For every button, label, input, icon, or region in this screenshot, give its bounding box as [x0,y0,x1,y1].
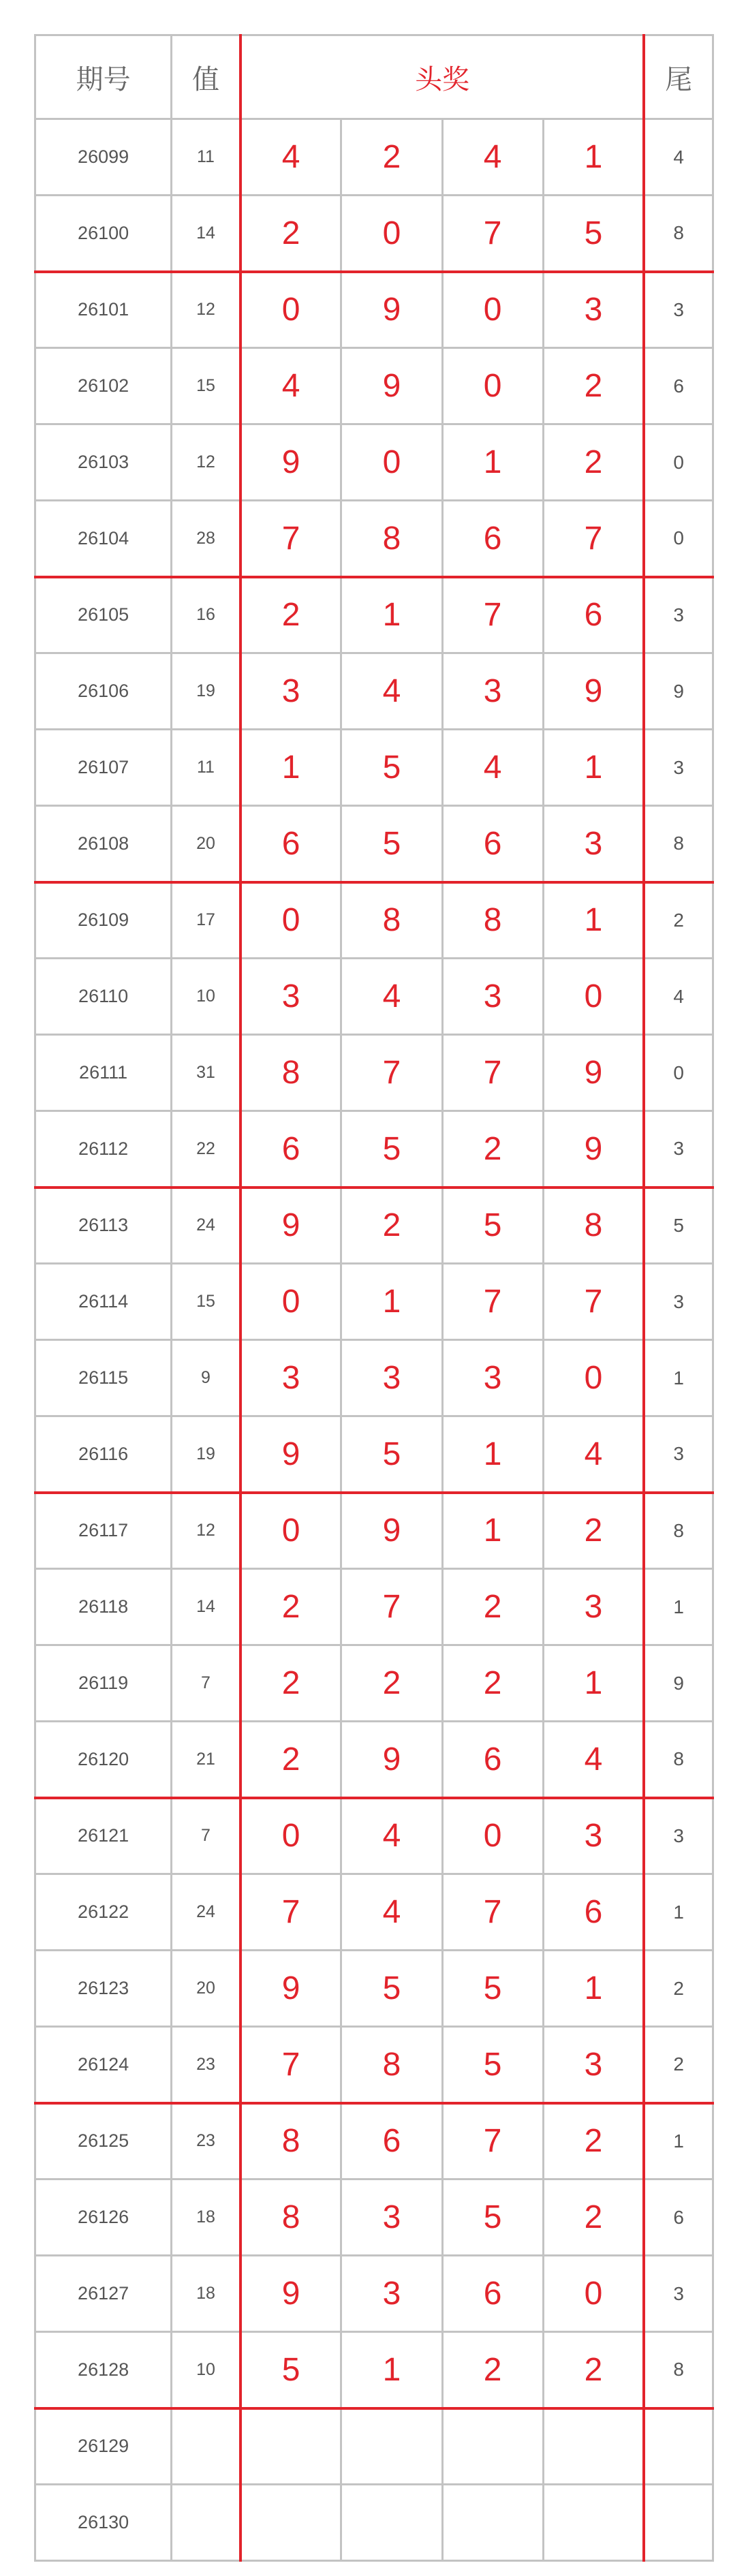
prize-digit-cell: 1 [543,1645,644,1722]
prize-digit-cell: 0 [341,196,442,272]
prize-digit-cell: 2 [442,1569,543,1645]
sum-value-cell [172,2485,240,2561]
period-cell: 26100 [35,196,172,272]
prize-digit-cell: 4 [341,1874,442,1951]
prize-digit-cell: 2 [543,2332,644,2408]
prize-digit-cell [442,2408,543,2485]
table-row [35,1569,713,1645]
table-row [35,1340,713,1416]
prize-digit-cell: 1 [543,1951,644,2027]
prize-digit-cell: 6 [442,501,543,577]
period-cell: 26103 [35,424,172,501]
tail-value-cell: 2 [644,1951,713,2027]
sum-column-header: 值 [172,35,240,119]
tail-value-cell: 8 [644,1722,713,1798]
period-cell: 26104 [35,501,172,577]
period-cell: 26120 [35,1722,172,1798]
sum-value-cell: 9 [172,1340,240,1416]
tail-value-cell: 3 [644,1416,713,1493]
sum-value-cell: 20 [172,1951,240,2027]
prize-digit-cell: 2 [240,1722,341,1798]
sum-value-cell: 7 [172,1645,240,1722]
period-cell: 26119 [35,1645,172,1722]
prize-digit-cell: 2 [240,1569,341,1645]
prize-digit-cell: 1 [543,119,644,196]
table-row [35,424,713,501]
prize-digit-cell: 3 [442,959,543,1035]
table-row [35,959,713,1035]
period-cell: 26124 [35,2027,172,2103]
period-cell: 26108 [35,806,172,882]
period-cell: 26130 [35,2485,172,2561]
prize-digit-cell: 7 [442,196,543,272]
period-cell: 26115 [35,1340,172,1416]
prize-digit-cell: 2 [341,1645,442,1722]
period-cell: 26110 [35,959,172,1035]
sum-value-cell: 18 [172,2179,240,2256]
sum-value-cell: 21 [172,1722,240,1798]
prize-digit-cell [341,2408,442,2485]
prize-digit-cell: 7 [442,2103,543,2179]
prize-digit-cell: 7 [341,1569,442,1645]
prize-digit-cell: 2 [543,424,644,501]
prize-digit-cell: 6 [543,577,644,653]
tail-value-cell: 1 [644,1874,713,1951]
prize-digit-cell: 3 [341,2256,442,2332]
prize-digit-cell: 8 [341,501,442,577]
prize-digit-cell: 0 [442,272,543,348]
prize-digit-cell: 5 [442,2179,543,2256]
period-cell: 26111 [35,1035,172,1111]
sum-value-cell: 10 [172,959,240,1035]
prize-digit-cell: 5 [442,1951,543,2027]
prize-digit-cell [543,2485,644,2561]
prize-digit-cell: 2 [442,1645,543,1722]
sum-value-cell: 23 [172,2103,240,2179]
tail-value-cell: 3 [644,577,713,653]
prize-digit-cell: 8 [240,2179,341,2256]
tail-value-cell: 9 [644,653,713,730]
period-cell: 26101 [35,272,172,348]
prize-digit-cell: 9 [341,348,442,424]
tail-value-cell [644,2485,713,2561]
prize-digit-cell: 7 [543,1264,644,1340]
period-cell: 26127 [35,2256,172,2332]
tail-value-cell: 9 [644,1645,713,1722]
tail-value-cell: 1 [644,1569,713,1645]
table-row [35,272,713,348]
table-row [35,1798,713,1874]
prize-digit-cell: 4 [442,730,543,806]
table-row [35,196,713,272]
period-cell: 26109 [35,882,172,959]
prize-digit-cell: 3 [543,2027,644,2103]
prize-digit-cell: 7 [543,501,644,577]
tail-value-cell: 4 [644,119,713,196]
prize-digit-cell: 2 [543,2179,644,2256]
table-row [35,577,713,653]
period-cell: 26114 [35,1264,172,1340]
sum-value-cell: 28 [172,501,240,577]
prize-digit-cell: 6 [240,806,341,882]
prize-digit-cell: 2 [442,2332,543,2408]
prize-digit-cell: 2 [543,2103,644,2179]
table-row [35,2256,713,2332]
tail-value-cell: 3 [644,730,713,806]
tail-value-cell: 0 [644,424,713,501]
sum-value-cell [172,2408,240,2485]
header-row [35,35,713,119]
sum-value-cell: 10 [172,2332,240,2408]
prize-digit-cell: 9 [240,1416,341,1493]
period-cell: 26129 [35,2408,172,2485]
tail-value-cell: 2 [644,882,713,959]
prize-digit-cell: 4 [543,1722,644,1798]
table-row [35,501,713,577]
prize-digit-cell: 8 [240,2103,341,2179]
prize-digit-cell: 9 [543,653,644,730]
prize-digit-cell: 9 [341,272,442,348]
tail-value-cell: 3 [644,1264,713,1340]
table-row [35,1035,713,1111]
prize-digit-cell: 0 [240,882,341,959]
table-row [35,653,713,730]
prize-digit-cell: 6 [442,806,543,882]
prize-digit-cell: 9 [543,1111,644,1188]
prize-digit-cell: 0 [543,959,644,1035]
prize-digit-cell: 0 [240,272,341,348]
prize-digit-cell: 9 [240,424,341,501]
prize-digit-cell: 4 [240,348,341,424]
tail-value-cell: 6 [644,348,713,424]
table-row [35,2103,713,2179]
prize-digit-cell: 4 [341,959,442,1035]
prize-digit-cell [240,2485,341,2561]
prize-digit-cell: 9 [240,2256,341,2332]
sum-value-cell: 16 [172,577,240,653]
prize-digit-cell: 7 [442,577,543,653]
period-cell: 26121 [35,1798,172,1874]
tail-value-cell: 1 [644,2103,713,2179]
period-cell: 26117 [35,1493,172,1569]
prize-digit-cell: 5 [341,806,442,882]
results-table [34,34,714,2562]
prize-digit-cell: 5 [341,1416,442,1493]
prize-digit-cell: 3 [442,653,543,730]
lottery-results-sheet [34,34,714,2562]
prize-digit-cell: 0 [442,1798,543,1874]
prize-digit-cell: 7 [240,1874,341,1951]
prize-digit-cell: 0 [543,1340,644,1416]
table-row [35,2332,713,2408]
prize-digit-cell: 2 [341,119,442,196]
table-row [35,1874,713,1951]
prize-digit-cell: 3 [240,1340,341,1416]
table-row [35,882,713,959]
prize-digit-cell: 5 [442,2027,543,2103]
prize-digit-cell: 1 [442,1493,543,1569]
prize-digit-cell: 0 [543,2256,644,2332]
tail-value-cell: 0 [644,1035,713,1111]
table-row [35,1416,713,1493]
prize-digit-cell: 3 [240,959,341,1035]
table-row [35,2179,713,2256]
prize-digit-cell: 0 [341,424,442,501]
period-cell: 26126 [35,2179,172,2256]
table-row [35,1264,713,1340]
period-cell: 26102 [35,348,172,424]
prize-digit-cell: 2 [240,577,341,653]
prize-digit-cell: 6 [240,1111,341,1188]
sum-value-cell: 14 [172,196,240,272]
prize-digit-cell: 7 [240,501,341,577]
prize-digit-cell: 2 [240,196,341,272]
prize-digit-cell [442,2485,543,2561]
sum-value-cell: 18 [172,2256,240,2332]
table-row [35,806,713,882]
prize-digit-cell [240,2408,341,2485]
prize-digit-cell: 6 [442,1722,543,1798]
prize-digit-cell: 9 [543,1035,644,1111]
prize-digit-cell: 5 [543,196,644,272]
prize-digit-cell: 3 [341,1340,442,1416]
table-row [35,348,713,424]
prize-digit-cell: 7 [341,1035,442,1111]
sum-value-cell: 15 [172,1264,240,1340]
prize-digit-cell: 8 [442,882,543,959]
sum-value-cell: 12 [172,272,240,348]
prize-digit-cell: 8 [341,882,442,959]
table-header [35,35,713,119]
prize-digit-cell: 3 [543,806,644,882]
tail-value-cell: 3 [644,2256,713,2332]
prize-digit-cell: 9 [341,1493,442,1569]
prize-digit-cell: 8 [240,1035,341,1111]
tail-value-cell: 8 [644,806,713,882]
prize-digit-cell: 3 [543,272,644,348]
prize-digit-cell: 5 [341,1951,442,2027]
period-cell: 26125 [35,2103,172,2179]
sum-value-cell: 19 [172,1416,240,1493]
sum-value-cell: 31 [172,1035,240,1111]
sum-value-cell: 12 [172,1493,240,1569]
tail-value-cell: 6 [644,2179,713,2256]
table-row [35,1951,713,2027]
prize-digit-cell: 1 [543,882,644,959]
table-body [35,119,713,2561]
tail-value-cell: 5 [644,1188,713,1264]
prize-digit-cell: 7 [442,1035,543,1111]
period-cell: 26106 [35,653,172,730]
table-row [35,119,713,196]
tail-value-cell: 3 [644,272,713,348]
tail-value-cell: 0 [644,501,713,577]
prize-digit-cell: 8 [543,1188,644,1264]
tail-value-cell: 3 [644,1111,713,1188]
prize-digit-cell: 4 [240,119,341,196]
prize-digit-cell: 2 [240,1645,341,1722]
tail-value-cell: 8 [644,1493,713,1569]
prize-digit-cell: 9 [341,1722,442,1798]
period-cell: 26122 [35,1874,172,1951]
period-cell: 26113 [35,1188,172,1264]
prize-digit-cell: 5 [442,1188,543,1264]
sum-value-cell: 19 [172,653,240,730]
prize-digit-cell: 2 [442,1111,543,1188]
prize-digit-cell: 2 [543,1493,644,1569]
table-row [35,1493,713,1569]
tail-value-cell [644,2408,713,2485]
prize-digit-cell: 0 [442,348,543,424]
prize-digit-cell: 1 [341,577,442,653]
prize-digit-cell: 0 [240,1264,341,1340]
sum-value-cell: 20 [172,806,240,882]
sum-value-cell: 23 [172,2027,240,2103]
tail-value-cell: 2 [644,2027,713,2103]
period-column-header: 期号 [35,35,172,119]
prize-digit-cell: 4 [543,1416,644,1493]
sum-value-cell: 24 [172,1188,240,1264]
period-cell: 26123 [35,1951,172,2027]
prize-digit-cell: 1 [442,424,543,501]
table-row [35,2027,713,2103]
prize-digit-cell: 7 [240,2027,341,2103]
sum-value-cell: 12 [172,424,240,501]
prize-digit-cell: 1 [341,2332,442,2408]
prize-digit-cell: 5 [240,2332,341,2408]
table-row [35,2485,713,2561]
sum-value-cell: 7 [172,1798,240,1874]
sum-value-cell: 15 [172,348,240,424]
prize-digit-cell: 8 [341,2027,442,2103]
prize-digit-cell: 7 [442,1264,543,1340]
prize-digit-cell: 5 [341,730,442,806]
prize-digit-cell: 1 [240,730,341,806]
sum-value-cell: 22 [172,1111,240,1188]
prize-digit-cell: 3 [341,2179,442,2256]
tail-value-cell: 8 [644,196,713,272]
table-row [35,1722,713,1798]
table-row [35,1188,713,1264]
sum-value-cell: 11 [172,730,240,806]
prize-digit-cell: 3 [442,1340,543,1416]
prize-digit-cell: 0 [240,1493,341,1569]
period-cell: 26105 [35,577,172,653]
tail-value-cell: 1 [644,1340,713,1416]
table-row [35,1645,713,1722]
prize-digit-cell: 1 [543,730,644,806]
prize-digit-cell: 6 [442,2256,543,2332]
prize-digit-cell: 2 [543,348,644,424]
prize-digit-cell: 1 [341,1264,442,1340]
prize-digit-cell: 1 [442,1416,543,1493]
period-cell: 26112 [35,1111,172,1188]
table-row [35,2408,713,2485]
prize-digit-cell: 3 [543,1798,644,1874]
prize-digit-cell: 3 [543,1569,644,1645]
prize-digit-cell: 5 [341,1111,442,1188]
period-cell: 26099 [35,119,172,196]
prize-digit-cell [341,2485,442,2561]
tail-column-header: 尾 [644,35,713,119]
period-cell: 26118 [35,1569,172,1645]
prize-digit-cell: 9 [240,1188,341,1264]
table-row [35,1111,713,1188]
tail-value-cell: 4 [644,959,713,1035]
tail-value-cell: 8 [644,2332,713,2408]
prize-digit-cell: 2 [341,1188,442,1264]
sum-value-cell: 24 [172,1874,240,1951]
prize-digit-cell [543,2408,644,2485]
prize-digit-cell: 6 [543,1874,644,1951]
prize-digit-cell: 4 [341,1798,442,1874]
table-row [35,730,713,806]
period-cell: 26116 [35,1416,172,1493]
prize-column-header: 头奖 [240,35,644,119]
prize-digit-cell: 6 [341,2103,442,2179]
prize-digit-cell: 9 [240,1951,341,2027]
period-cell: 26107 [35,730,172,806]
sum-value-cell: 11 [172,119,240,196]
tail-value-cell: 3 [644,1798,713,1874]
prize-digit-cell: 3 [240,653,341,730]
prize-digit-cell: 4 [341,653,442,730]
sum-value-cell: 14 [172,1569,240,1645]
prize-digit-cell: 4 [442,119,543,196]
prize-digit-cell: 7 [442,1874,543,1951]
sum-value-cell: 17 [172,882,240,959]
prize-digit-cell: 0 [240,1798,341,1874]
period-cell: 26128 [35,2332,172,2408]
